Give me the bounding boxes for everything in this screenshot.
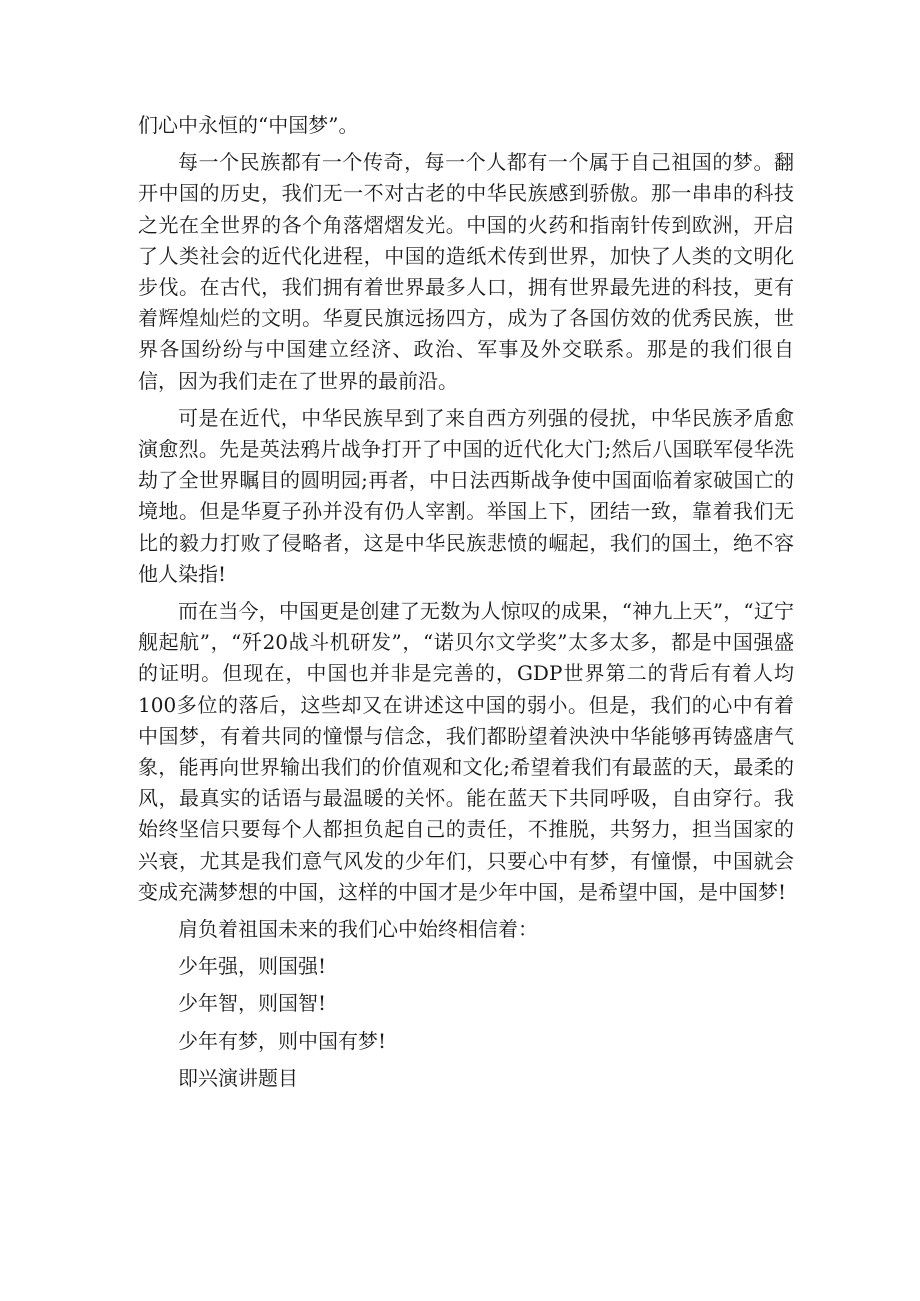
paragraph-history: 每一个民族都有一个传奇，每一个人都有一个属于自己祖国的梦。翻开中国的历史，我们无一不对古老的中华民族感到骄傲。那一串串的科技之光在全世界的各个角落熠熠发光。中国的火药和指南针传到欧洲，开启了人类社会的近代化进程，中国的造纸术传到世界，加快了人类的文明化步伐。在古代，我们拥有着世界最多人口，拥有世界最先进的科技，更有着辉煌灿烂的文明。华夏民旗远扬四方，成为了各国仿效的优秀民族，世界各国纷纷与中国建立经济、政治、军事及外交联系。那是的我们很自信，因为我们走在了世界的最前沿。: [138, 150, 794, 393]
closing-line-youth-wise: 少年智，则国智!: [178, 991, 327, 1016]
document-page: [138, 110, 794, 1094]
closing-line-speech-topic: 即兴演讲题目: [178, 1065, 298, 1090]
paragraph-modern-era: 可是在近代，中华民族早到了来自西方列强的侵扰，中华民族矛盾愈演愈烈。先是英法鸦片战争打开了中国的近代化大门;然后八国联军侵华洗劫了全世界瞩目的圆明园;再者，中日法西斯战争使中国面临着家破国亡的境地。但是华夏子孙并没有仍人宰割。举国上下，团结一致，靠着我们无比的毅力打败了侵略者，这是中华民族悲愤的崛起，我们的国土，绝不容他人染指!: [138, 405, 794, 586]
closing-line-youth-dream: 少年有梦，则中国有梦!: [178, 1028, 387, 1053]
paragraph-continuation: 们心中永恒的“中国梦”。: [138, 113, 359, 137]
paragraph-present-day: 而在当今，中国更是创建了无数为人惊叹的成果，“神九上天”，“辽宁舰起航”，“歼20战斗机研发”，“诺贝尔文学奖”太多太多，都是中国强盛的证明。但现在，中国也并非是完善的，GDP世界第二的背后有着人均100多位的落后，这些却又在讲述这中国的弱小。但是，我们的心中有着中国梦，有着共同的憧憬与信念，我们都盼望着泱泱中华能够再铸盛唐气象，能再向世界输出我们的价值观和文化;希望着我们有最蓝的天，最柔的风，最真实的话语与最温暖的关怀。能在蓝天下共同呼吸，自由穿行。我始终坚信只要每个人都担负起自己的责任，不推脱，共努力，担当国家的兴衰，尤其是我们意气风发的少年们，只要心中有梦，有憧憬，中国就会变成充满梦想的中国，这样的中国才是少年中国，是希望中国，是中国梦!: [138, 599, 794, 904]
closing-line-belief: 肩负着祖国未来的我们心中始终相信着：: [178, 917, 538, 942]
closing-line-youth-strong: 少年强，则国强!: [178, 954, 327, 979]
